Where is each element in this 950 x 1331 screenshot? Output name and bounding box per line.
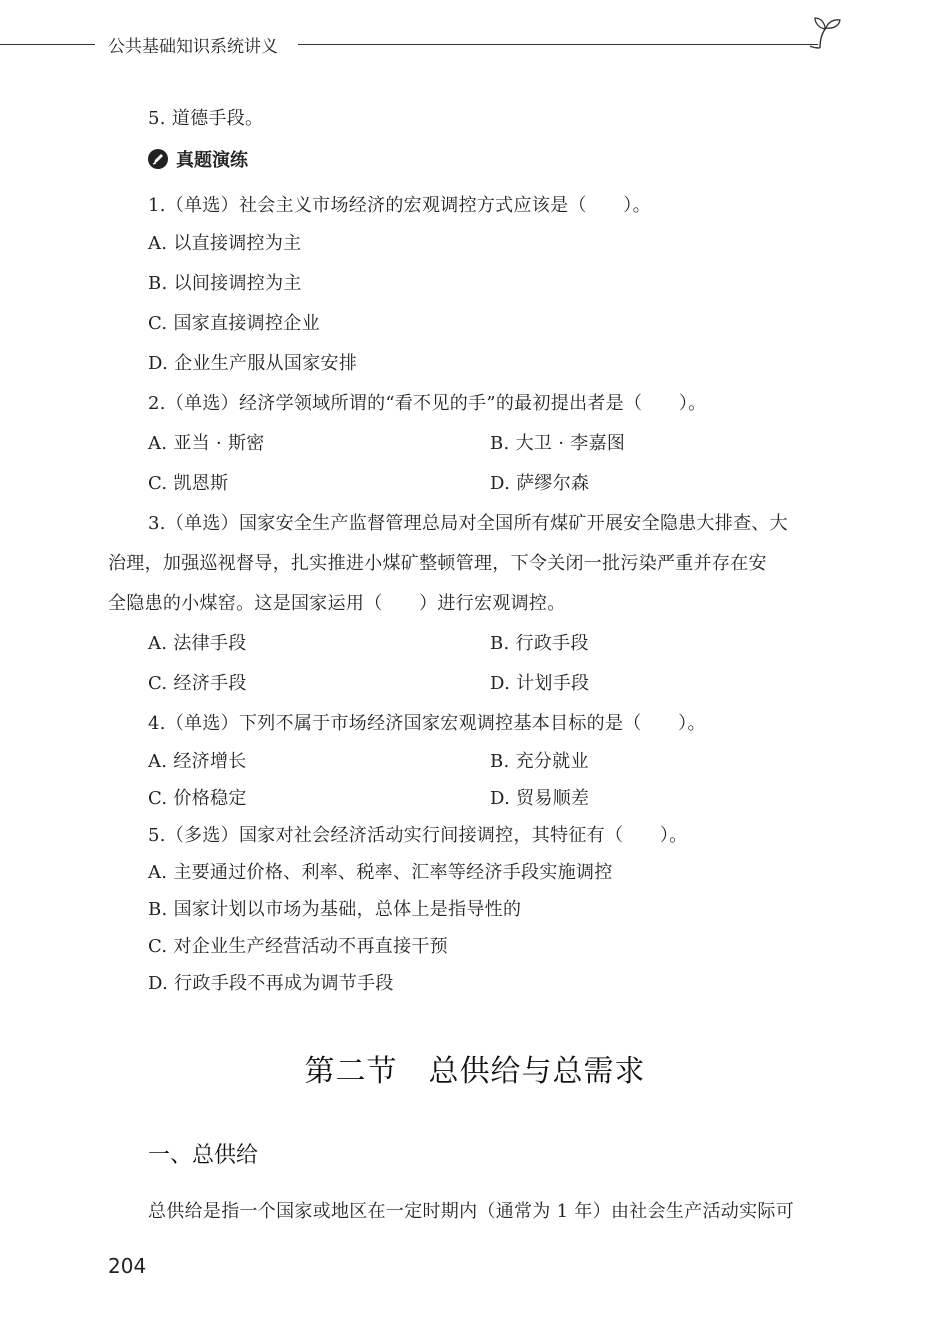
header-rule-right	[298, 44, 818, 45]
page-number: 204	[108, 1254, 147, 1278]
q4-option-a: A. 经济增长	[148, 751, 247, 772]
q4-option-d: D. 贸易顺差	[490, 788, 590, 809]
header-rule-left	[0, 44, 95, 45]
section-title: 真题演练	[176, 150, 248, 171]
q3-option-a: A. 法律手段	[148, 633, 247, 654]
q3-option-c: C. 经济手段	[148, 673, 247, 694]
q3-stem-line-3: 全隐患的小煤窑。这是国家运用（ ）进行宏观调控。	[108, 593, 566, 614]
paragraph-line-1: 总供给是指一个国家或地区在一定时期内（通常为 1 年）由社会生产活动实际可	[148, 1201, 794, 1222]
q2-stem: 2.（单选）经济学领域所谓的“看不见的手”的最初提出者是（ ）。	[148, 393, 707, 414]
pen-badge-icon	[148, 149, 168, 169]
header-title: 公共基础知识系统讲义	[108, 37, 278, 57]
subsection-title: 一、总供给	[148, 1143, 259, 1168]
q3-option-d: D. 计划手段	[490, 673, 590, 694]
q5-stem: 5.（多选）国家对社会经济活动实行间接调控，其特征有（ ）。	[148, 825, 688, 846]
q2-option-a: A. 亚当 · 斯密	[148, 433, 265, 454]
q1-option-c: C. 国家直接调控企业	[148, 313, 320, 334]
q3-stem-line-2: 治理，加强巡视督导，扎实推进小煤矿整顿管理，下令关闭一批污染严重并存在安	[108, 553, 767, 574]
q3-stem-line-1: 3.（单选）国家安全生产监督管理总局对全国所有煤矿开展安全隐患大排查、大	[148, 513, 788, 534]
q4-option-c: C. 价格稳定	[148, 788, 247, 809]
q4-option-b: B. 充分就业	[490, 751, 589, 772]
q1-option-a: A. 以直接调控为主	[148, 233, 302, 254]
q5-option-a: A. 主要通过价格、利率、税率、汇率等经济手段实施调控	[148, 862, 613, 883]
q2-option-c: C. 凯恩斯	[148, 473, 229, 494]
sprout-icon	[806, 14, 844, 50]
q2-option-b: B. 大卫 · 李嘉图	[490, 433, 626, 454]
section-heading	[148, 146, 248, 172]
item-5-moral-means: 5. 道德手段。	[148, 108, 264, 129]
q4-stem: 4.（单选）下列不属于市场经济国家宏观调控基本目标的是（ ）。	[148, 713, 706, 734]
q5-option-c: C. 对企业生产经营活动不再直接干预	[148, 936, 448, 957]
q3-option-b: B. 行政手段	[490, 633, 589, 654]
q5-option-d: D. 行政手段不再成为调节手段	[148, 973, 394, 994]
q1-stem: 1.（单选）社会主义市场经济的宏观调控方式应该是（ ）。	[148, 195, 651, 216]
q1-option-b: B. 以间接调控为主	[148, 273, 302, 294]
q5-option-b: B. 国家计划以市场为基础，总体上是指导性的	[148, 899, 522, 920]
chapter-title: 第二节 总供给与总需求	[304, 1054, 646, 1089]
page-header	[0, 0, 950, 60]
q2-option-d: D. 萨缪尔森	[490, 473, 590, 494]
q1-option-d: D. 企业生产服从国家安排	[148, 353, 358, 374]
